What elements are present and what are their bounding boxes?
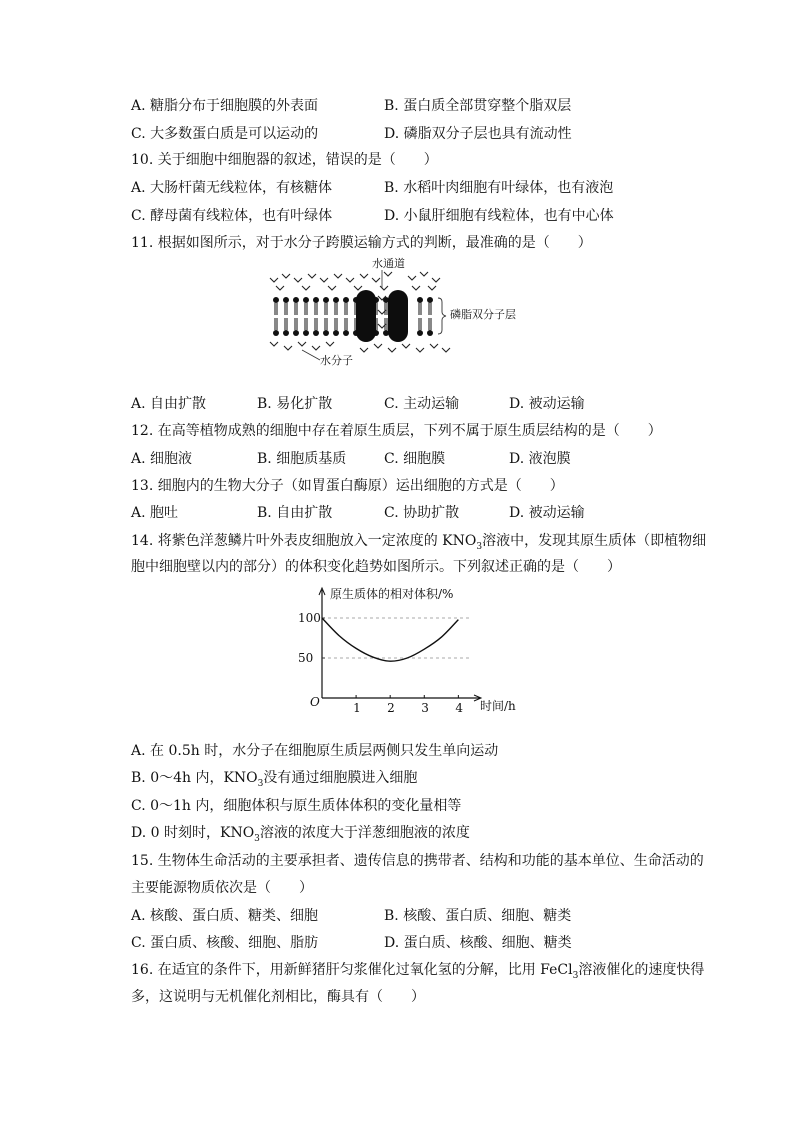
y-tick-label: 50 <box>298 651 314 665</box>
label-water-molecule: 水分子 <box>320 354 353 367</box>
q15-option-d: D. 蛋白质、核酸、细胞、糖类 <box>384 935 572 951</box>
q12-option-c: C. 细胞膜 <box>384 451 446 467</box>
x-tick-label: 2 <box>387 701 395 715</box>
q11-option-d: D. 被动运输 <box>509 396 585 412</box>
x-tick-label: 1 <box>353 701 361 715</box>
chart-ticks <box>298 611 472 715</box>
membrane-diagram <box>262 256 532 368</box>
q11-option-a: A. 自由扩散 <box>131 396 207 412</box>
q10-option-a: A. 大肠杆菌无线粒体，有核糖体 <box>131 180 333 196</box>
water-channel-protein-1 <box>356 290 376 342</box>
q10-option-c: C. 酵母菌有线粒体，也有叶绿体 <box>131 208 333 224</box>
q14-option-c: C. 0～1h 内，细胞体积与原生质体体积的变化量相等 <box>131 798 462 814</box>
q13-option-a: A. 胞吐 <box>131 505 179 521</box>
q15-option-b: B. 核酸、蛋白质、细胞、糖类 <box>384 908 572 924</box>
q13-option-d: D. 被动运输 <box>509 505 585 521</box>
water-channel-protein-2 <box>388 290 408 342</box>
q15-stem-line1: 15. 生物体生命活动的主要承担者、遗传信息的携带者、结构和功能的基本单位、生命活动的 <box>131 853 704 869</box>
q16-stem-line2: 多，这说明与无机催化剂相比，酶具有（ ） <box>131 989 425 1005</box>
chart-curve <box>322 618 458 661</box>
q9-option-b: B. 蛋白质全部贯穿整个脂双层 <box>384 98 572 114</box>
q14-stem-line2: 胞中细胞壁以内的部分）的体积变化趋势如图所示。下列叙述正确的是（ ） <box>131 559 621 575</box>
label-water-channel: 水通道 <box>372 257 405 270</box>
q14-option-b: B. 0～4h 内，$KNO_3$没有通过细胞膜进入细胞 <box>131 770 418 789</box>
x-tick-label: 3 <box>421 701 429 715</box>
water-molecules-top <box>270 272 440 290</box>
origin-label: O <box>310 695 320 709</box>
q13-stem: 13. 细胞内的生物大分子（如胃蛋白酶原）运出细胞的方式是（ ） <box>131 478 564 494</box>
q15-stem-line2: 主要能源物质依次是（ ） <box>131 880 313 896</box>
q14-option-a: A. 在 0.5h 时，水分子在细胞原生质层两侧只发生单向运动 <box>131 743 499 759</box>
q14-stem-line1: 14. 将紫色洋葱鳞片叶外表皮细胞放入一定浓度的 $KNO_3$溶液中，发现其原生质体（即植物细 <box>131 533 707 552</box>
q12-option-d: D. 液泡膜 <box>509 451 571 467</box>
x-axis-label: 时间/h <box>480 699 516 713</box>
q11-stem: 11. 根据如图所示，对于水分子跨膜运输方式的判断，最准确的是（ ） <box>131 235 592 251</box>
q12-stem: 12. 在高等植物成熟的细胞中存在着原生质层，下列不属于原生质层结构的是（ ） <box>131 423 662 439</box>
q10-option-b: B. 水稻叶肉细胞有叶绿体，也有液泡 <box>384 180 614 196</box>
q15-option-a: A. 核酸、蛋白质、糖类、细胞 <box>131 908 319 924</box>
bilayer-heads-bottom <box>273 330 433 336</box>
series-line <box>322 618 458 661</box>
y-tick-label: 100 <box>298 611 321 625</box>
label-bilayer: 磷脂双分子层 <box>450 308 516 321</box>
chart-axes <box>310 586 516 713</box>
q16-stem-line1: 16. 在适宜的条件下，用新鲜猪肝匀浆催化过氧化氢的分解，比用 FeCl$_3$溶液催化的速度快得 <box>131 962 705 981</box>
q13-option-c: C. 协助扩散 <box>384 505 460 521</box>
protoplast-volume-chart <box>298 584 516 715</box>
q15-option-c: C. 蛋白质、核酸、细胞、脂肪 <box>131 935 319 951</box>
bilayer-heads-top <box>273 297 433 303</box>
q11-option-c: C. 主动运输 <box>384 396 460 412</box>
q11-option-b: B. 易化扩散 <box>257 396 333 412</box>
q9-option-c: C. 大多数蛋白质是可以运动的 <box>131 126 319 142</box>
q14-option-d: D. 0 时刻时，$KNO_3$溶液的浓度大于洋葱细胞液的浓度 <box>131 825 470 844</box>
x-tick-label: 4 <box>455 701 464 715</box>
q10-option-d: D. 小鼠肝细胞有线粒体，也有中心体 <box>384 208 614 224</box>
q10-stem: 10. 关于细胞中细胞器的叙述，错误的是（ ） <box>131 152 438 168</box>
q13-option-b: B. 自由扩散 <box>257 505 333 521</box>
q9-option-a: A. 糖脂分布于细胞膜的外表面 <box>131 98 319 114</box>
q12-option-b: B. 细胞质基质 <box>257 451 347 467</box>
y-axis-label: 原生质体的相对体积/% <box>330 587 454 601</box>
q9-option-d: D. 磷脂双分子层也具有流动性 <box>384 126 572 142</box>
q12-option-a: A. 细胞液 <box>131 451 193 467</box>
